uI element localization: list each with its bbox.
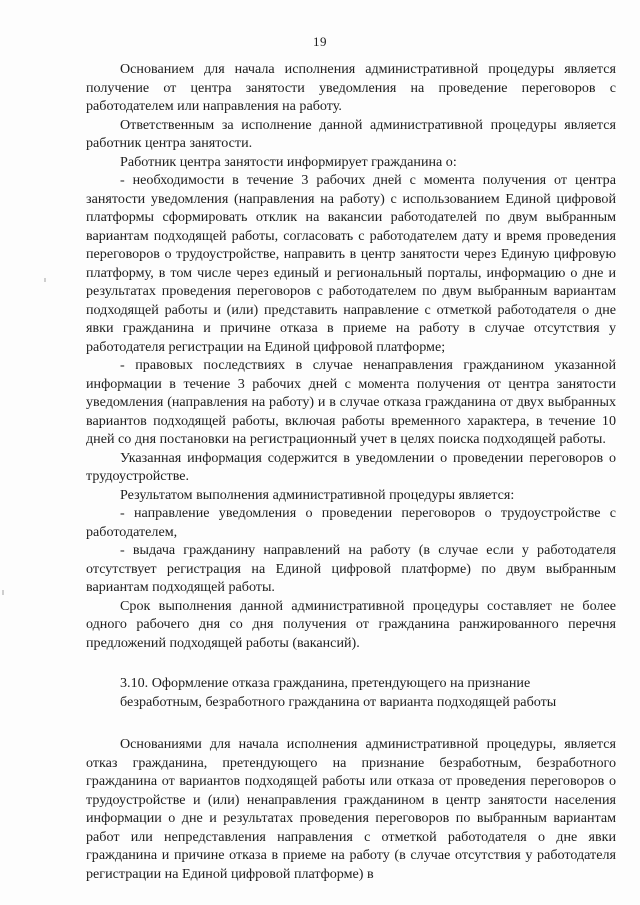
- paragraph-refusal-basis: Основаниями для начала исполнения административной процедуры, является отказ гражданина, претендующего на признание безработным, безработного гражданина от вариантов подходящей работы или отказа от проведения переговоров о трудоустройстве и (или) ненаправления гражданином в центр занятости населения информации о дне и результатах проведения переговоров по выбранным вариантам работ или непредставления направления с отметкой работодателя о дне явки гражданина и причине отказа в приеме на работу (в случае отсутствия у работодателя регистрации на Единой цифровой платформе) в: [86, 736, 616, 882]
- paragraph-informs: Работник центра занятости информирует гражданина о:: [120, 153, 457, 170]
- paragraph-necessity-item: - необходимости в течение 3 рабочих дней с момента получения от центра занятости уведомления (направления на работу) с использованием Единой цифровой платформы сформировать отклик на вакансии работодателей по двум выбранным вариантам подходящей работы, согласовать с работодателем дату и время проведения переговоров о трудоустройстве, направить в центр занятости через Единую цифровую платформу, в том числе через единый и региональный порталы, информацию о дне и результатах проведения переговоров с работодателем по двум выбранным вариантам подходящей работы и (или) представить направление с отметкой работодателя о дне явки гражданина и причине отказа в приеме на работу в случае отсутствия у работодателя регистрации на Единой цифровой платформе;: [86, 172, 616, 355]
- scan-edge-mark: [44, 278, 46, 282]
- paragraph-responsible: Ответственным за исполнение данной административной процедуры является работник центра занятости.: [86, 116, 616, 151]
- section-heading: 3.10. Оформление отказа гражданина, претендующего на признание безработным, безработного гражданина от варианта подходящей работы: [120, 675, 557, 710]
- page-number: 19: [313, 34, 327, 49]
- paragraph-basis: Основанием для начала исполнения административной процедуры является получение от центра занятости уведомления на проведение переговоров с работодателем или направления на работу.: [86, 61, 616, 114]
- paragraph-deadline: Срок выполнения данной административной процедуры составляет не более одного рабочего дня со дня получения от гражданина ранжированного перечня предложений подходящей работы (вакансий).: [86, 597, 616, 651]
- paragraph-result-item-notice: - направление уведомления о проведении переговоров о трудоустройстве с работодателем,: [86, 505, 616, 540]
- paragraph-notice-info: Указанная информация содержится в уведомлении о проведении переговоров о трудоустройстве.: [86, 449, 616, 484]
- document-body: [86, 60, 616, 883]
- paragraph-result: Результатом выполнения административной процедуры является:: [120, 486, 515, 503]
- paragraph-result-item-referral: - выдача гражданину направлений на работу (в случае если у работодателя отсутствует регистрация на Единой цифровой платформе) по двум выбранным вариантам подходящей работы.: [86, 542, 616, 595]
- scan-edge-mark: [2, 590, 4, 595]
- paragraph-legal-consequences-item: - правовых последствиях в случае ненаправления гражданином указанной информации в течение 3 рабочих дней с момента получения от центра занятости уведомления (направления на работу) и в случае отказа гражданина от двух выбранных вариантов подходящей работы, включая работы временного характера, в течение 10 дней со дня постановки на регистрационный учет в целях поиска подходящей работы.: [86, 357, 616, 447]
